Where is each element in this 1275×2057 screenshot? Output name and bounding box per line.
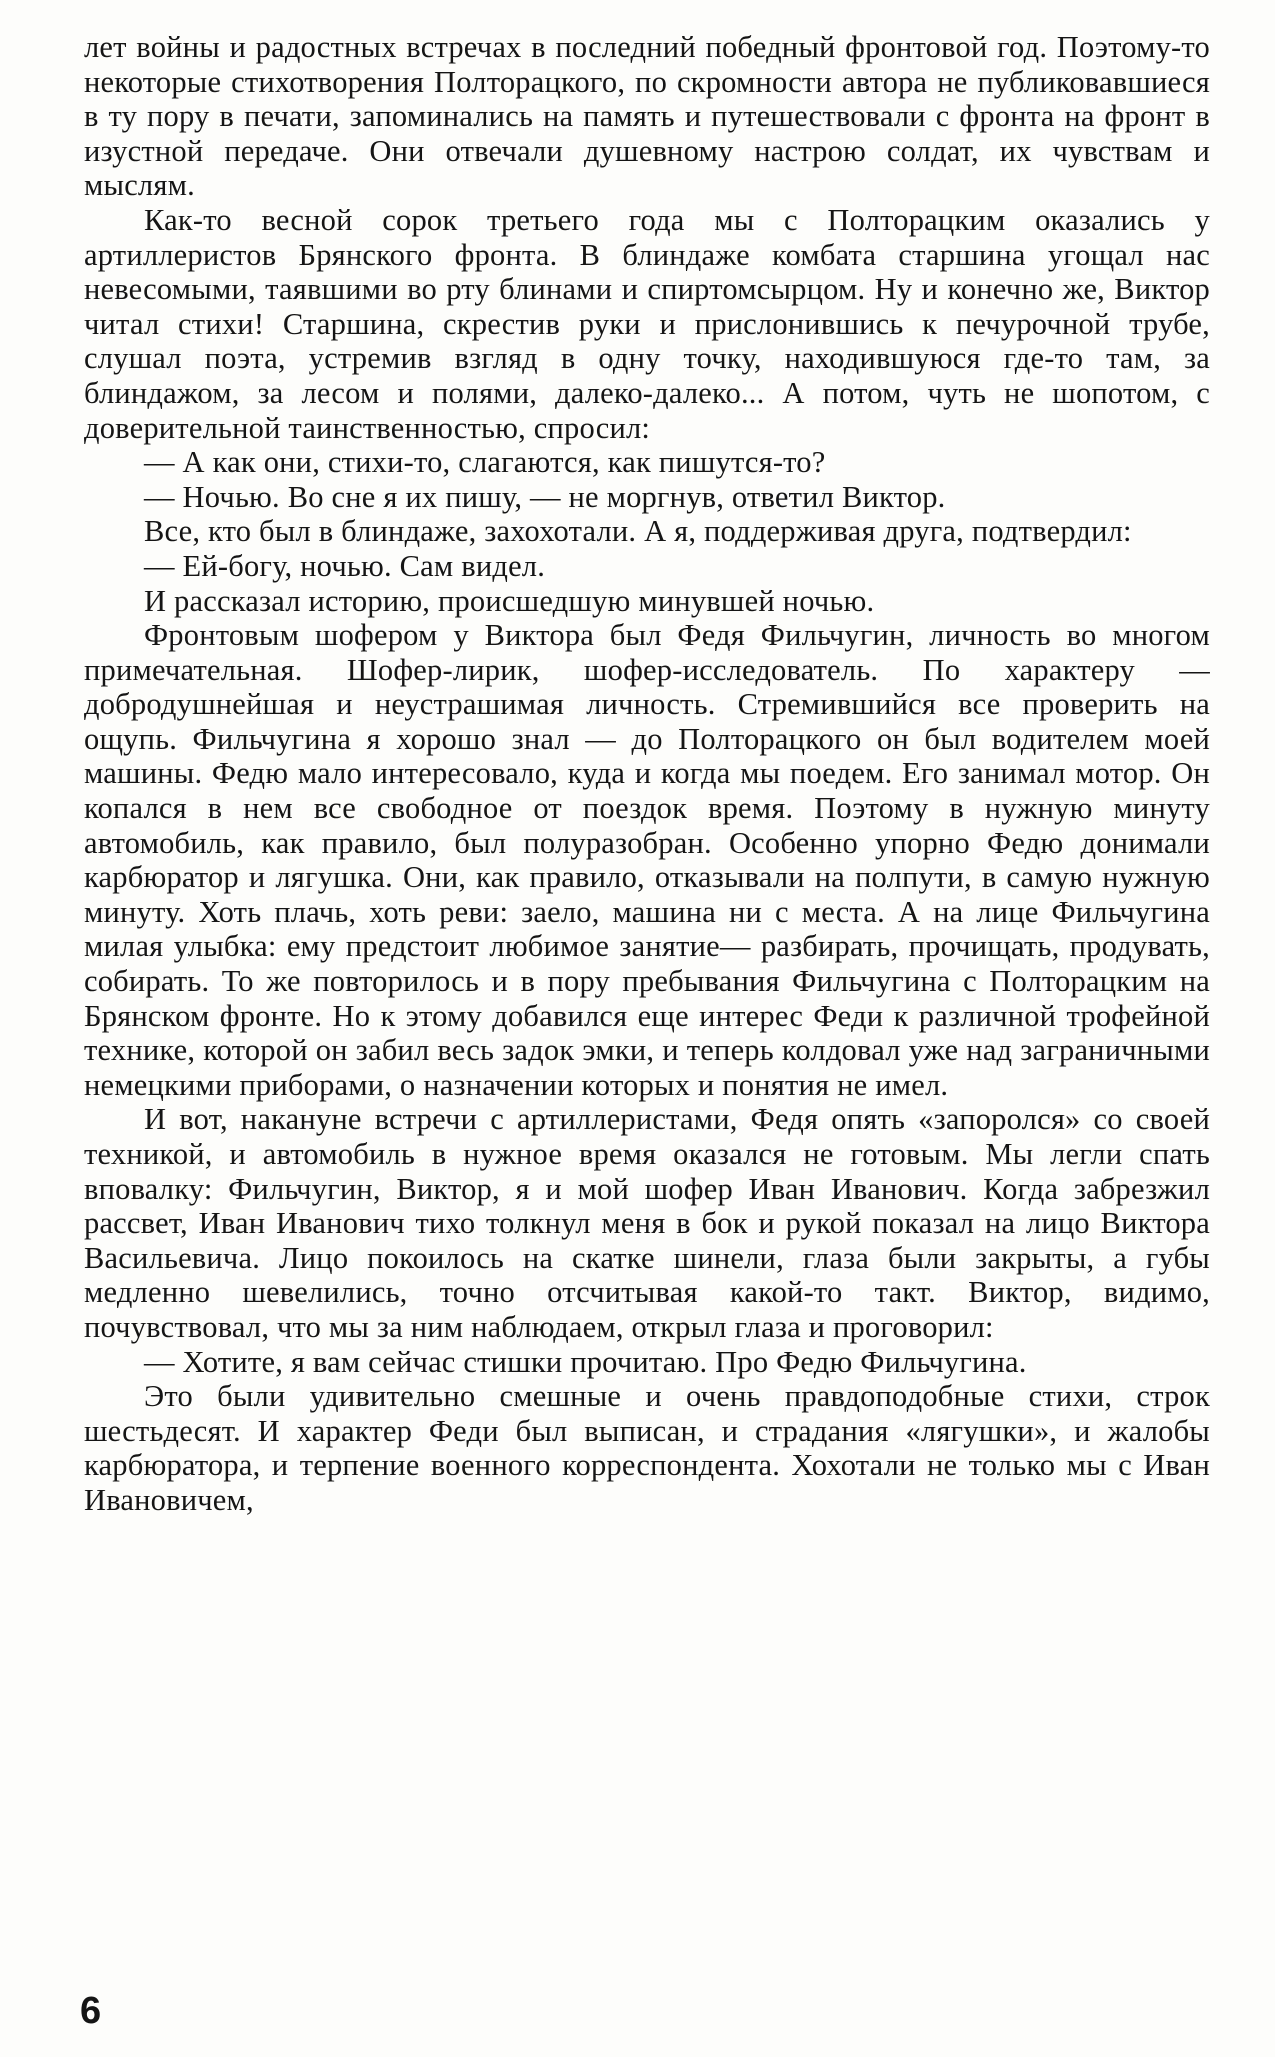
- dialogue-line: — Ночью. Во сне я их пишу, — не моргнув, ответил Виктор.: [144, 479, 946, 514]
- dialogue-line: — Хотите, я вам сейчас стишки прочитаю. Про Федю Фильчугина.: [144, 1344, 1027, 1379]
- page-number: 6: [80, 1990, 102, 2032]
- dialogue-line: — А как они, стихи-то, слагаются, как пишутся-то?: [144, 445, 826, 480]
- paragraph: И рассказал историю, происшедшую минувшей ночью.: [144, 583, 875, 618]
- dialogue-line: — Ей-богу, ночью. Сам видел.: [144, 548, 546, 583]
- paragraph: лет войны и радостных встречах в последний победный фронтовой год. Поэтому-то некоторые стихотворения Полторацкого, по скромности автора не публиковавшиеся в ту пору в печати, запоминались на память и путешествовали с фронта на фронт в изустной передаче. Они отвечали душевному настрою солдат, их чувствам и мыслям.: [84, 30, 1210, 203]
- paragraph: И вот, накануне встречи с артиллеристами, Федя опять «запоролся» со своей техникой, и автомобиль в нужное время оказался не готовым. Мы легли спать вповалку: Фильчугин, Виктор, я и мой шофер Иван Иванович. Когда забрезжил рассвет, Иван Иванович тихо толкнул меня в бок и рукой показал на лицо Виктора Васильевича. Лицо покоилось на скатке шинели, глаза были закрыты, а губы медленно шевелились, точно отсчитывая какой-то такт. Виктор, видимо, почувствовал, что мы за ним наблюдаем, открыл глаза и проговорил:: [84, 1102, 1210, 1344]
- paragraph: Фронтовым шофером у Виктора был Федя Фильчугин, личность во многом примечательная. Шофер-лирик, шофер-исследователь. По характеру — добродушнейшая и неустрашимая личность. Стремившийся все проверить на ощупь. Фильчугина я хорошо знал — до Полторацкого он был водителем моей машины. Федю мало интересовало, куда и когда мы поедем. Его занимал мотор. Он копался в нем все свободное от поездок время. Поэтому в нужную минуту автомобиль, как правило, был полуразобран. Особенно упорно Федю донимали карбюратор и лягушка. Они, как правило, отказывали на полпути, в самую нужную минуту. Хоть плачь, хоть реви: заело, машина ни с места. А на лице Фильчугина милая улыбка: ему предстоит любимое занятие— разбирать, прочищать, продувать, собирать. То же повторилось и в пору пребывания Фильчугина с Полторацким на Брянском фронте. Но к этому добавился еще интерес Феди к различной трофейной технике, которой он забил весь задок эмки, и теперь колдовал уже над заграничными немецкими приборами, о назначении которых и понятия не имел.: [84, 618, 1210, 1102]
- paragraph: Все, кто был в блиндаже, захохотали. А я, поддерживая друга, подтвердил:: [144, 514, 1132, 549]
- paragraph: Это были удивительно смешные и очень правдоподобные стихи, строк шестьдесят. И характер Феди был выписан, и страдания «лягушки», и жалобы карбюратора, и терпение военного корреспондента. Хохотали не только мы с Иван Ивановичем,: [84, 1379, 1210, 1517]
- paragraph: Как-то весной сорок третьего года мы с Полторацким оказались у артиллеристов Брянского фронта. В блиндаже комбата старшина угощал нас невесомыми, таявшими во рту блинами и спиртомсырцом. Ну и конечно же, Виктор читал стихи! Старшина, скрестив руки и прислонившись к печурочной трубе, слушал поэта, устремив взгляд в одну точку, находившуюся где-то там, за блиндажом, за лесом и полями, далеко-далеко... А потом, чуть не шопотом, с доверительной таинственностью, спросил:: [84, 202, 1210, 445]
- body-text: [84, 30, 1210, 1518]
